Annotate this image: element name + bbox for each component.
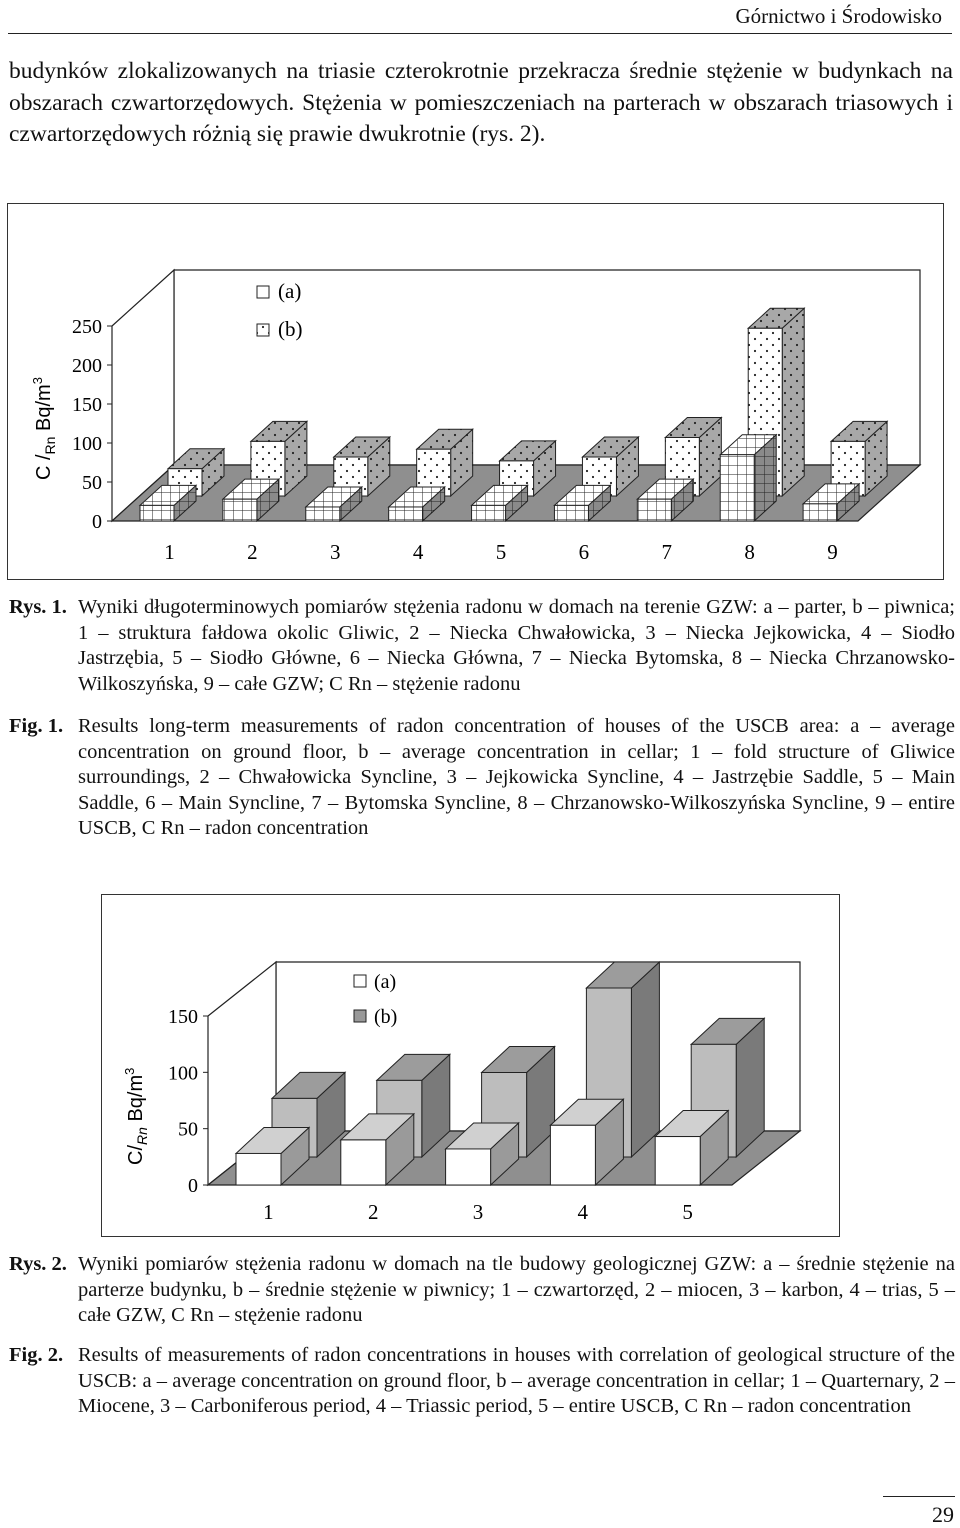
figure-2-ylabel bbox=[122, 1068, 150, 1165]
fig1-bar-a-2-front bbox=[223, 499, 257, 521]
fig1-bar-a-3-front bbox=[306, 507, 340, 521]
caption-rys-1-tag: Rys. 1. bbox=[9, 596, 67, 618]
ylabel-rn: Rn bbox=[42, 436, 58, 455]
ylabel-unit: Bq/m bbox=[33, 384, 55, 437]
fig1-bar-a-5-front bbox=[472, 505, 506, 521]
ylabel-c: C / bbox=[33, 454, 55, 480]
figure-1 bbox=[7, 203, 944, 580]
fig1-bar-a-6-front bbox=[554, 505, 588, 521]
fig1-xtick-label: 9 bbox=[827, 540, 838, 564]
caption-rys-2-tag: Rys. 2. bbox=[9, 1253, 67, 1275]
fig2-ytick-label: 150 bbox=[168, 1006, 198, 1028]
caption-fig-2 bbox=[9, 1343, 955, 1420]
fig2-ytick-label: 50 bbox=[178, 1118, 198, 1141]
figure-2-legend bbox=[348, 967, 408, 1037]
fig1-bar-b-8-side bbox=[782, 308, 804, 496]
fig1-bar-a-8 bbox=[720, 435, 776, 521]
fig1-ytick-label: 250 bbox=[72, 316, 102, 338]
footer-rule bbox=[883, 1496, 955, 1497]
legend2-label-a: (a) bbox=[374, 971, 397, 993]
fig2-xtick-label: 1 bbox=[263, 1200, 274, 1224]
figure-1-chart bbox=[8, 204, 943, 579]
fig2-bar-a-1-front bbox=[236, 1153, 281, 1185]
fig1-xtick-label: 4 bbox=[412, 540, 424, 564]
fig2-bar-a-4-front bbox=[550, 1125, 595, 1185]
page-number: 29 bbox=[932, 1502, 954, 1527]
caption-rys-1 bbox=[9, 595, 955, 697]
fig2-xtick-label: 3 bbox=[472, 1200, 484, 1224]
caption-fig-1-text: Results long-term measurements of radon concentration of houses of the USCB area: a – average concentration on ground floor, b – average concentration in cellar; 1 – fold structure of Gliwice surroundings, 2 – Chwałowicka Syncline, 3 – Jejkowicka Syncline, 4 – Jastrzębie Saddle, 5 – Main Saddle, 6 – Main Syncline, 7 – Bytomska Syncline, 8 – Chrzanowsko-Wilkoszyńska Syncline, 9 – entire USCB, C Rn – radon concentration bbox=[78, 715, 955, 839]
fig1-xtick-label: 5 bbox=[495, 540, 507, 564]
header-rule bbox=[8, 33, 952, 34]
fig2-bar-a-3-front bbox=[446, 1149, 491, 1185]
fig2-bar-a-5-front bbox=[655, 1137, 700, 1185]
caption-fig-1 bbox=[9, 714, 955, 842]
caption-rys-2-text: Wyniki pomiarów stężenia radonu w domach na tle budowy geologicznej GZW: a – średnie stężenie na parterze budynku, b – średnie stężenie w piwnicy; 1 – czwartorzęd, 2 – miocen, 3 – karbon, 4 – trias, 5 – całe GZW, C Rn – stężenie radonu bbox=[78, 1253, 955, 1326]
caption-fig-2-tag: Fig. 2. bbox=[9, 1344, 64, 1366]
figure-1-ylabel bbox=[30, 377, 58, 480]
figure-2-chart bbox=[102, 895, 839, 1236]
caption-fig-2-text: Results of measurements of radon concentrations in houses with correlation of geological structure of the USCB: a – average concentration on ground floor, b – average concentration in cellar; 1 – Quarternary, 2 – Miocene, 3 – Carboniferous period, 4 – Triassic period, 5 – entire USCB, C Rn – radon concentration bbox=[78, 1344, 955, 1417]
legend-swatch-a bbox=[257, 286, 269, 298]
fig1-ytick-label: 150 bbox=[72, 394, 102, 416]
fig1-xtick-label: 8 bbox=[744, 540, 755, 564]
fig2-xtick-label: 5 bbox=[682, 1200, 693, 1224]
fig1-bar-a-9-front bbox=[803, 504, 837, 521]
fig1-xtick-label: 7 bbox=[661, 540, 673, 564]
body-paragraph: budynków zlokalizowanych na triasie czterokrotnie przekracza średnie stężenie w budynkach na obszarach czwartorzędowych. Stężenia w pomieszczeniach na parterach w obszarach triasowych i czwartorzędowych różnią się prawie dwukrotnie (rys. 2). bbox=[9, 58, 953, 147]
legend2-swatch-a bbox=[354, 975, 366, 987]
ylabel-exp: 3 bbox=[30, 377, 45, 385]
ylabel2-c: C/ bbox=[125, 1145, 147, 1165]
fig1-bar-a-1-front bbox=[140, 505, 174, 521]
fig1-ytick-label: 0 bbox=[92, 511, 102, 533]
fig1-ytick-label: 200 bbox=[72, 355, 102, 377]
running-header: Górnictwo i Środowisko bbox=[735, 4, 942, 28]
fig1-xtick-label: 3 bbox=[329, 540, 341, 564]
ylabel2-rn: Rn bbox=[134, 1127, 150, 1145]
legend-label-b: (b) bbox=[278, 317, 303, 341]
fig2-xtick-label: 2 bbox=[367, 1200, 379, 1224]
figure-1-legend bbox=[254, 274, 318, 352]
legend2-swatch-b bbox=[354, 1010, 366, 1022]
legend-swatch-b bbox=[257, 324, 269, 336]
figure-2 bbox=[101, 894, 840, 1237]
fig1-ytick-label: 100 bbox=[72, 433, 102, 455]
fig1-bar-a-4-front bbox=[389, 507, 423, 521]
fig2-bar-a-2-front bbox=[341, 1140, 386, 1185]
fig2-ytick-label: 100 bbox=[168, 1062, 198, 1085]
fig1-xtick-label: 6 bbox=[578, 540, 590, 564]
caption-rys-1-text: Wyniki długoterminowych pomiarów stężenia radonu w domach na terenie GZW: a – parter, b – piwnica; 1 – struktura fałdowa okolic Gliwic, 2 – Niecka Chwałowicka, 3 – Niecka Jejkowicka, 4 – Siodło Jastrzębia, 5 – Siodło Główne, 6 – Niecka Główna, 7 – Niecka Bytomska, 8 – Niecka Chrzanowsko-Wilkoszyńska, 9 – całe GZW; C Rn – stężenie radonu bbox=[78, 596, 955, 695]
fig1-xtick-label: 1 bbox=[164, 540, 175, 564]
fig1-bar-a-7-front bbox=[637, 499, 671, 521]
caption-rys-2 bbox=[9, 1252, 955, 1329]
legend-label-a: (a) bbox=[278, 279, 302, 303]
legend2-label-b: (b) bbox=[374, 1006, 398, 1028]
fig1-bar-a-8-front bbox=[720, 455, 754, 521]
fig1-xtick-label: 2 bbox=[247, 540, 258, 564]
ylabel2-unit: Bq/m bbox=[125, 1074, 147, 1128]
caption-fig-1-tag: Fig. 1. bbox=[9, 715, 64, 737]
fig1-ytick-label: 50 bbox=[82, 472, 102, 494]
ylabel2-exp: 3 bbox=[122, 1067, 137, 1075]
svg-text:C /Rn Bq/m3 bbox=[30, 377, 58, 480]
fig2-ytick-label: 0 bbox=[188, 1175, 198, 1197]
svg-text:C/Rn Bq/m3 bbox=[122, 1068, 150, 1165]
fig2-xtick-label: 4 bbox=[577, 1200, 589, 1224]
fig2-bar-b-4-side bbox=[631, 962, 659, 1157]
